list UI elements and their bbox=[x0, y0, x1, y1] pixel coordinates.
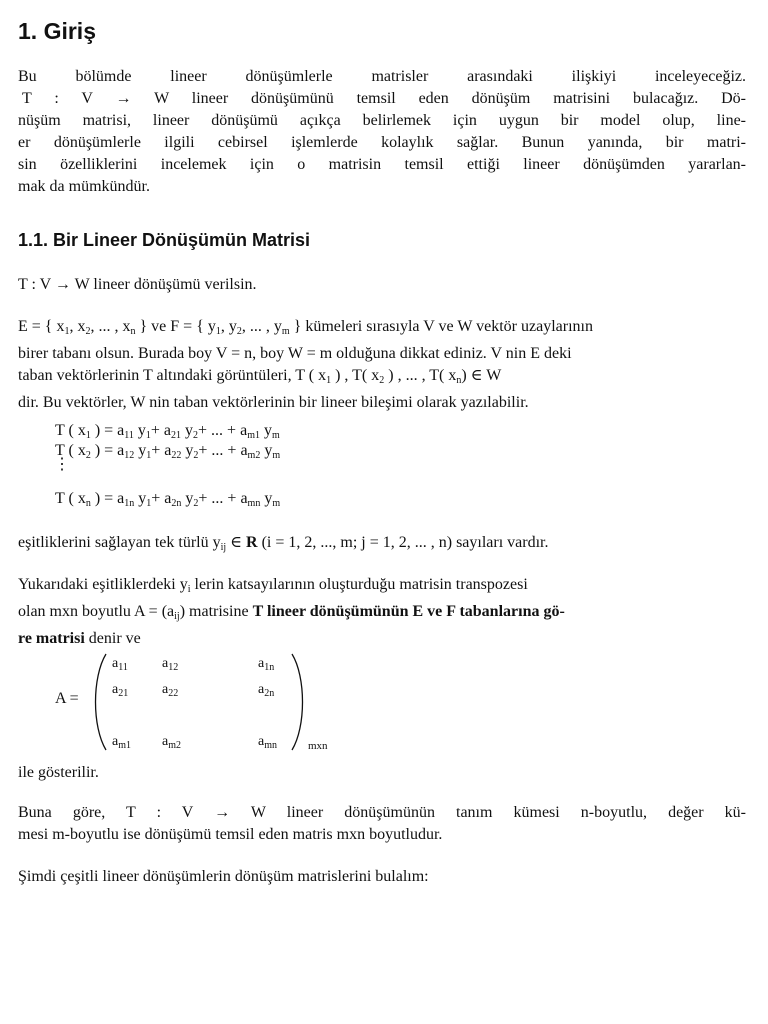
subscript: n bbox=[456, 375, 462, 386]
text: olan mxn boyutlu A = (a bbox=[18, 603, 175, 620]
subscript: 11 bbox=[124, 430, 134, 441]
text: (i = 1, 2, ..., m; j = 1, 2, ... , n) sayıları vardır. bbox=[257, 534, 549, 551]
text: ∈ bbox=[226, 534, 247, 551]
left-parenthesis bbox=[88, 652, 110, 752]
text: a bbox=[162, 734, 169, 749]
text: , ... , x bbox=[90, 318, 131, 335]
subscript: 2 bbox=[193, 450, 199, 461]
subscript: 21 bbox=[171, 430, 182, 441]
subscript: i bbox=[187, 584, 191, 595]
text: y bbox=[260, 442, 273, 459]
text: } ve F = { y bbox=[135, 318, 216, 335]
text: y bbox=[181, 422, 194, 439]
subscript: m1 bbox=[247, 430, 260, 441]
subscript: 1n bbox=[264, 662, 275, 673]
text: y bbox=[133, 422, 146, 439]
intro-line: sin özelliklerini incelemek için o matrisin temsil ettiği lineer dönüşümden yararlan- bbox=[18, 156, 746, 173]
text: ) = a bbox=[90, 422, 125, 439]
subscript: m bbox=[272, 498, 281, 509]
text: a bbox=[112, 734, 119, 749]
subscript: 1 bbox=[146, 450, 152, 461]
text: + ... + a bbox=[198, 490, 248, 507]
text: ) = a bbox=[90, 490, 125, 507]
basis-line: birer tabanı olsun. Burada boy V = n, boy W = m olduğuna dikkat ediniz. V nin E deki bbox=[18, 345, 572, 362]
bold-term: re matrisi bbox=[18, 630, 85, 647]
subscript: mn bbox=[247, 498, 261, 509]
accordingly-paragraph bbox=[18, 802, 746, 846]
subscript: 22 bbox=[171, 450, 182, 461]
text: E = { x bbox=[18, 318, 65, 335]
subscript: m2 bbox=[247, 450, 261, 461]
subscript: m bbox=[271, 430, 280, 441]
subscript: m bbox=[281, 326, 290, 337]
text: eşitliklerini sağlayan tek türlü y bbox=[18, 534, 221, 551]
transpose-paragraph bbox=[18, 574, 746, 650]
section-heading: 1. Giriş bbox=[18, 18, 96, 44]
text: , y bbox=[220, 318, 237, 335]
text: ) , T( x bbox=[331, 367, 380, 384]
text: y bbox=[181, 442, 194, 459]
text: + ... + a bbox=[198, 442, 248, 459]
matrix-entry bbox=[112, 734, 131, 751]
bold-term: T lineer dönüşümünün E ve F tabanlarına gö- bbox=[252, 603, 565, 620]
text: , ... , y bbox=[241, 318, 282, 335]
intro-line: Bu bölümde lineer dönüşümlerle matrisler arasındaki ilişkiyi inceleyeceğiz. bbox=[18, 68, 746, 85]
real-numbers-symbol: R bbox=[246, 534, 258, 551]
text: a bbox=[258, 734, 265, 749]
transpose-line bbox=[18, 601, 746, 628]
intro-paragraph bbox=[18, 66, 746, 198]
text: taban vektörlerinin T altındaki görüntüleri, T ( x bbox=[18, 367, 327, 384]
text: ) = a bbox=[90, 442, 125, 459]
text: ) ∈ W bbox=[461, 367, 502, 384]
subscript: 2 bbox=[193, 498, 199, 509]
text: + ... + a bbox=[198, 422, 248, 439]
subscript: n bbox=[85, 498, 91, 509]
matrix-label: A = bbox=[55, 690, 79, 707]
subscript: n bbox=[130, 326, 136, 337]
subscript: 1 bbox=[64, 326, 70, 337]
intro-line: T : V → W lineer dönüşümünü temsil eden dönüşüm matrisini bulacağız. Dö- bbox=[22, 90, 746, 107]
subscript: 11 bbox=[118, 662, 128, 673]
matrix-entry bbox=[112, 656, 128, 673]
basis-paragraph bbox=[18, 316, 746, 414]
subscript: m1 bbox=[118, 740, 131, 751]
text: ) , ... , T( x bbox=[384, 367, 457, 384]
given-sentence: T : V → W lineer dönüşümü verilsin. bbox=[18, 276, 257, 293]
subscript: 2n bbox=[171, 498, 182, 509]
equation-row bbox=[55, 422, 280, 441]
subscript: 1 bbox=[85, 430, 91, 441]
accordingly-line: mesi m-boyutlu ise dönüşümü temsil eden matris mxn boyutludur. bbox=[18, 826, 443, 843]
subscript: 21 bbox=[118, 688, 129, 699]
text: T ( x bbox=[55, 490, 86, 507]
text: y bbox=[134, 490, 147, 507]
text: T ( x bbox=[55, 442, 86, 459]
subsection-heading: 1.1. Bir Lineer Dönüşümün Matrisi bbox=[18, 230, 311, 250]
transpose-line bbox=[18, 628, 746, 650]
shown-sentence: ile gösterilir. bbox=[18, 764, 99, 781]
text: , x bbox=[69, 318, 86, 335]
text: a bbox=[112, 656, 119, 671]
accordingly-line: Buna göre, T : V → W lineer dönüşümünün tanım kümesi n-boyutlu, değer kü- bbox=[18, 804, 746, 821]
text: Yukarıdaki eşitliklerdeki y bbox=[18, 576, 188, 593]
text: a bbox=[258, 656, 265, 671]
text: a bbox=[112, 682, 119, 697]
text: a bbox=[162, 682, 169, 697]
text: y bbox=[181, 490, 194, 507]
subscript: 1 bbox=[146, 498, 152, 509]
vertical-ellipsis: ⋮ bbox=[54, 456, 70, 473]
text: a bbox=[162, 656, 169, 671]
subscript: 12 bbox=[124, 450, 135, 461]
intro-line: er dönüşümlerle ilgili cebirsel işlemlerde kolaylık sağlar. Bunun yanında, bir matri- bbox=[18, 134, 746, 151]
transpose-line bbox=[18, 574, 746, 601]
text: y bbox=[134, 442, 147, 459]
subscript: 1 bbox=[215, 326, 221, 337]
subscript: 2 bbox=[85, 326, 91, 337]
subscript: 12 bbox=[168, 662, 179, 673]
subscript: 1n bbox=[124, 498, 135, 509]
uniqueness-sentence bbox=[18, 532, 746, 559]
matrix-entry bbox=[258, 682, 274, 699]
matrix-entry bbox=[112, 682, 128, 699]
subscript: 1 bbox=[145, 430, 151, 441]
subscript: 1 bbox=[326, 375, 332, 386]
equation-row bbox=[55, 490, 280, 509]
right-parenthesis bbox=[288, 652, 310, 752]
text: } kümeleri sırasıyla V ve W vektör uzaylarının bbox=[289, 318, 593, 335]
text: + a bbox=[151, 442, 172, 459]
text: T ( x bbox=[55, 422, 86, 439]
subscript: 2 bbox=[236, 326, 242, 337]
matrix-entry bbox=[258, 734, 277, 751]
equation-row bbox=[55, 442, 280, 461]
matrix-entry bbox=[162, 656, 178, 673]
basis-line bbox=[18, 365, 746, 392]
matrix-entry bbox=[162, 682, 178, 699]
text: y bbox=[259, 422, 272, 439]
subscript: ij bbox=[220, 542, 227, 553]
subscript: 22 bbox=[168, 688, 179, 699]
text: y bbox=[260, 490, 273, 507]
subscript: 2 bbox=[85, 450, 91, 461]
intro-line: nüşüm matrisi, lineer dönüşümü açıkça belirlemek için uygun bir model olup, line- bbox=[18, 112, 746, 129]
text: ) matrisine bbox=[179, 603, 253, 620]
matrix-entry bbox=[258, 656, 274, 673]
text: denir ve bbox=[84, 630, 141, 647]
basis-line bbox=[18, 316, 746, 343]
text: + a bbox=[151, 490, 172, 507]
matrix-dimension: mxn bbox=[308, 740, 328, 752]
subscript: m bbox=[272, 450, 281, 461]
basis-line: dir. Bu vektörler, W nin taban vektörlerinin bir lineer bileşimi olarak yazılabilir. bbox=[18, 394, 529, 411]
subscript: m2 bbox=[168, 740, 181, 751]
text: + a bbox=[150, 422, 172, 439]
closing-sentence: Şimdi çeşitli lineer dönüşümlerin dönüşüm matrislerini bulalım: bbox=[18, 868, 429, 885]
intro-line: mak da mümkündür. bbox=[18, 178, 150, 195]
subscript: 2n bbox=[264, 688, 275, 699]
matrix-entry bbox=[162, 734, 181, 751]
subscript: 2 bbox=[193, 430, 199, 441]
text: lerin katsayılarının oluşturduğu matrisin transpozesi bbox=[190, 576, 528, 593]
subscript: ij bbox=[174, 611, 180, 622]
subscript: 2 bbox=[379, 375, 385, 386]
text: a bbox=[258, 682, 265, 697]
subscript: mn bbox=[264, 740, 277, 751]
